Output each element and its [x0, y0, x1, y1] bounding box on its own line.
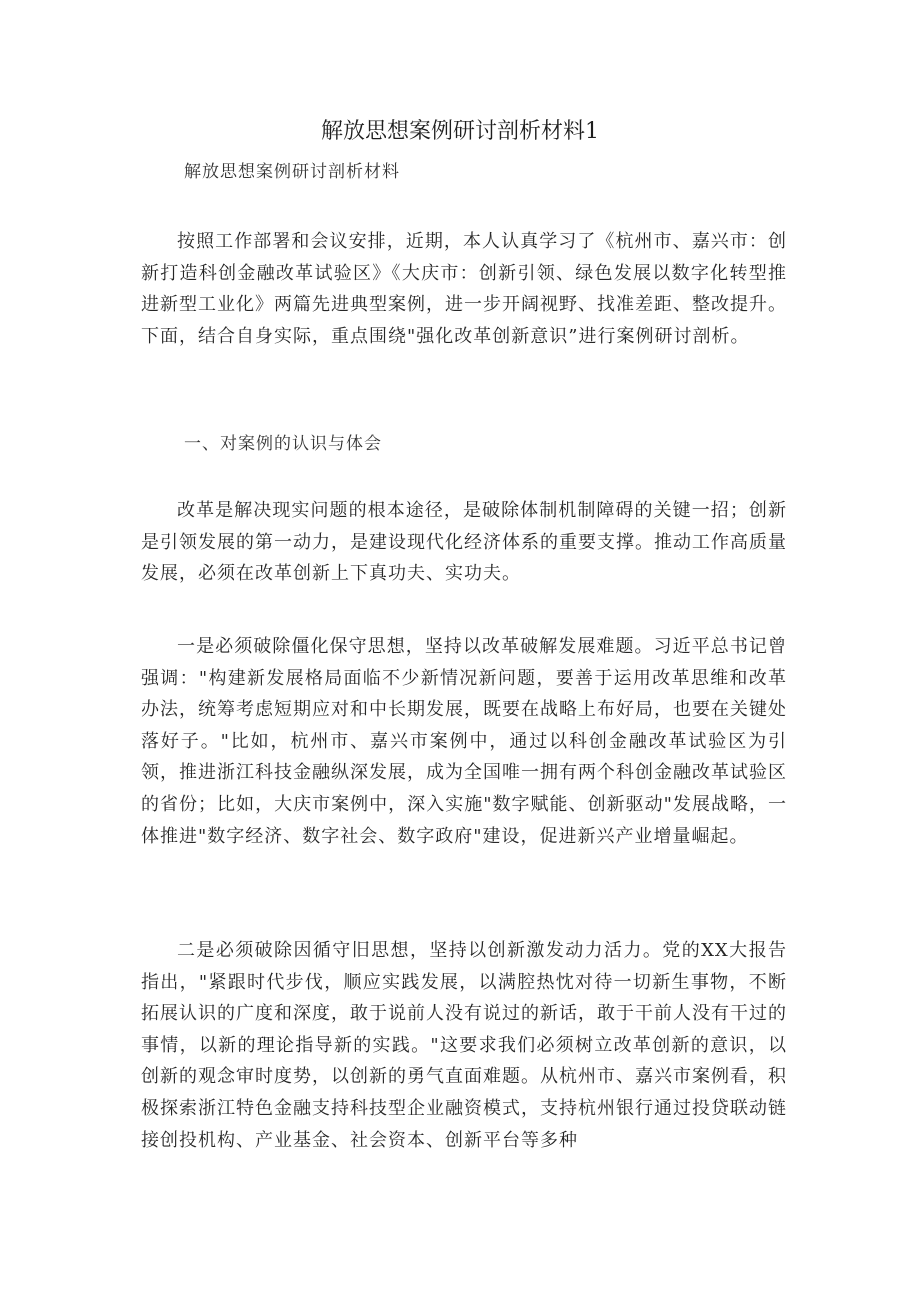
body-paragraph: 改革是解决现实问题的根本途径，是破除体制机制障碍的关键一招；创新是引领发展的第一动力，是建设现代化经济体系的重要支撑。推动工作高质量发展，必须在改革创新上下真功夫、实功夫。 [141, 500, 787, 585]
section-heading: 一、对案例的认识与体会 [184, 434, 382, 454]
body-paragraph: 二是必须破除因循守旧思想，坚持以创新激发动力活力。党的XX大报告指出，"紧跟时代步伐，顺应实践发展，以满腔热忱对待一切新生事物，不断拓展认识的广度和深度，敢于说前人没有说过的新话，敢于干前人没有干过的事情，以新的理论指导新的实践。"这要求我们必须树立改革创新的意识，以创新的观念审时度势，以创新的勇气直面难题。从杭州市、嘉兴市案例看，积极探索浙江特色金融支持科技型企业融资模式，支持杭州银行通过投贷联动链接创投机构、产业基金、社会资本、创新平台等多种 [141, 940, 787, 1151]
body-paragraph: 一是必须破除僵化保守思想，坚持以改革破解发展难题。习近平总书记曾强调："构建新发展格局面临不少新情况新问题，要善于运用改革思维和改革办法，统筹考虑短期应对和中长期发展，既要在战略上布好局，也要在关键处落好子。"比如，杭州市、嘉兴市案例中，通过以科创金融改革试验区为引领，推进浙江科技金融纵深发展，成为全国唯一拥有两个科创金融改革试验区的省份；比如，大庆市案例中，深入实施"数字赋能、创新驱动"发展战略，一体推进"数字经济、数字社会、数字政府"建设，促进新兴产业增量崛起。 [141, 636, 787, 847]
document-title: 解放思想案例研讨剖析材料1 [321, 119, 599, 144]
intro-paragraph: 按照工作部署和会议安排，近期，本人认真学习了《杭州市、嘉兴市：创新打造科创金融改革试验区》《大庆市：创新引领、绿色发展以数字化转型推进新型工业化》两篇先进典型案例，进一步开阔视野、找准差距、整改提升。下面，结合自身实际，重点围绕"强化改革创新意识”进行案例研讨剖析。 [141, 231, 787, 347]
document-subtitle: 解放思想案例研讨剖析材料 [184, 162, 400, 182]
